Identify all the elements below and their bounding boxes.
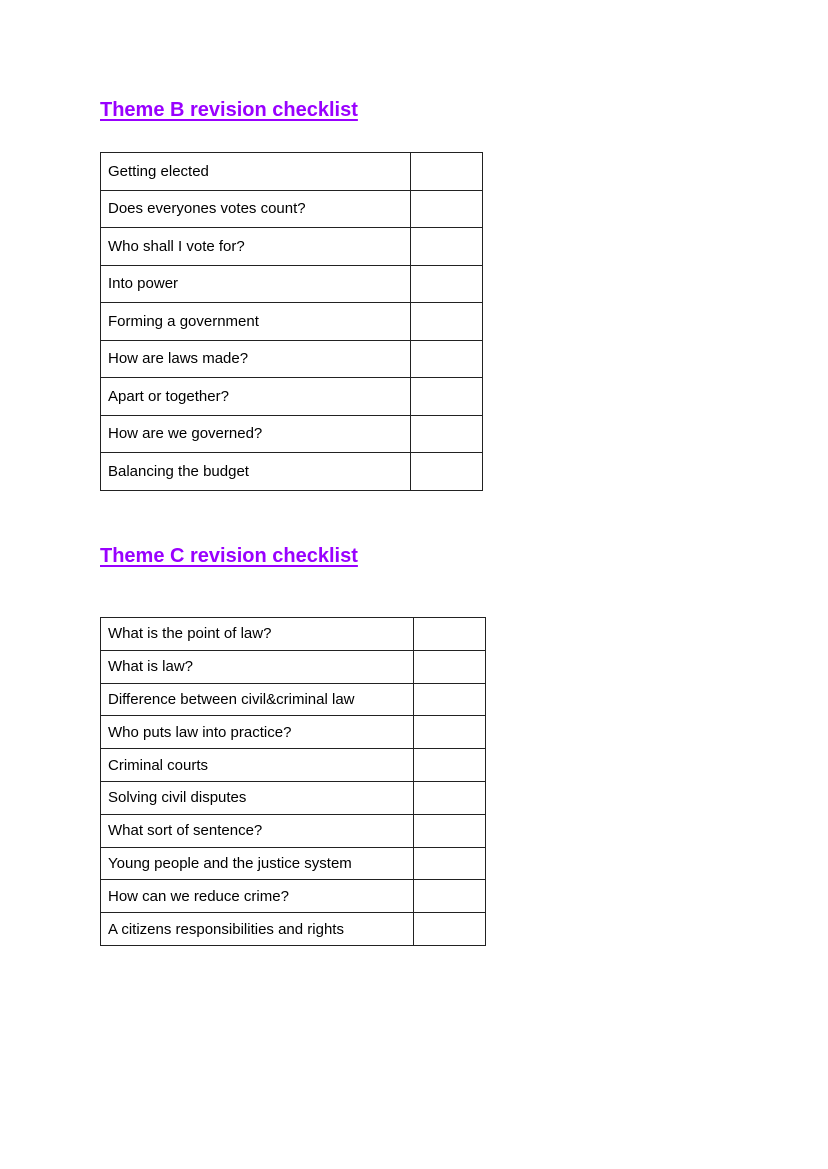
checkbox-cell[interactable] (411, 303, 483, 341)
topic-cell: What is the point of law? (101, 618, 414, 651)
checkbox-cell[interactable] (414, 847, 486, 880)
checkbox-cell[interactable] (411, 415, 483, 453)
checkbox-cell[interactable] (414, 913, 486, 946)
topic-cell: Does everyones votes count? (101, 190, 411, 228)
checklist-row (101, 228, 483, 266)
checklist-row (101, 749, 486, 782)
checkbox-cell[interactable] (414, 618, 486, 651)
checklist-row (101, 683, 486, 716)
checklist-row (101, 415, 483, 453)
topic-cell: A citizens responsibilities and rights (101, 913, 414, 946)
topic-cell: Balancing the budget (101, 453, 411, 491)
topic-cell: How can we reduce crime? (101, 880, 414, 913)
checklist-row (101, 913, 486, 946)
theme-c-heading: Theme C revision checklist (100, 545, 358, 567)
checkbox-cell[interactable] (411, 378, 483, 416)
checklist-row (101, 716, 486, 749)
checklist-row (101, 340, 483, 378)
checkbox-cell[interactable] (411, 340, 483, 378)
checklist-row (101, 814, 486, 847)
checkbox-cell[interactable] (414, 749, 486, 782)
checkbox-cell[interactable] (411, 265, 483, 303)
topic-cell: Young people and the justice system (101, 847, 414, 880)
topic-cell: Forming a government (101, 303, 411, 341)
checkbox-cell[interactable] (414, 683, 486, 716)
checkbox-cell[interactable] (411, 190, 483, 228)
topic-cell: Getting elected (101, 153, 411, 191)
checkbox-cell[interactable] (414, 781, 486, 814)
checkbox-cell[interactable] (411, 153, 483, 191)
topic-cell: Into power (101, 265, 411, 303)
checklist-row (101, 303, 483, 341)
topic-cell: Difference between civil&criminal law (101, 683, 414, 716)
topic-cell: How are laws made? (101, 340, 411, 378)
checklist-row (101, 880, 486, 913)
checkbox-cell[interactable] (414, 716, 486, 749)
checklist-row (101, 453, 483, 491)
checkbox-cell[interactable] (411, 453, 483, 491)
checkbox-cell[interactable] (411, 228, 483, 266)
checklist-row (101, 650, 486, 683)
checkbox-cell[interactable] (414, 880, 486, 913)
checklist-row (101, 265, 483, 303)
topic-cell: Who shall I vote for? (101, 228, 411, 266)
checkbox-cell[interactable] (414, 650, 486, 683)
checklist-row (101, 378, 483, 416)
checklist-row (101, 618, 486, 651)
checklist-row (101, 190, 483, 228)
topic-cell: What sort of sentence? (101, 814, 414, 847)
checklist-row (101, 153, 483, 191)
topic-cell: What is law? (101, 650, 414, 683)
topic-cell: Apart or together? (101, 378, 411, 416)
topic-cell: How are we governed? (101, 415, 411, 453)
checkbox-cell[interactable] (414, 814, 486, 847)
checklist-row (101, 781, 486, 814)
topic-cell: Solving civil disputes (101, 781, 414, 814)
topic-cell: Criminal courts (101, 749, 414, 782)
theme-c-checklist-table (100, 617, 486, 946)
theme-b-heading: Theme B revision checklist (100, 99, 358, 121)
theme-b-checklist-table (100, 152, 483, 491)
checklist-row (101, 847, 486, 880)
topic-cell: Who puts law into practice? (101, 716, 414, 749)
